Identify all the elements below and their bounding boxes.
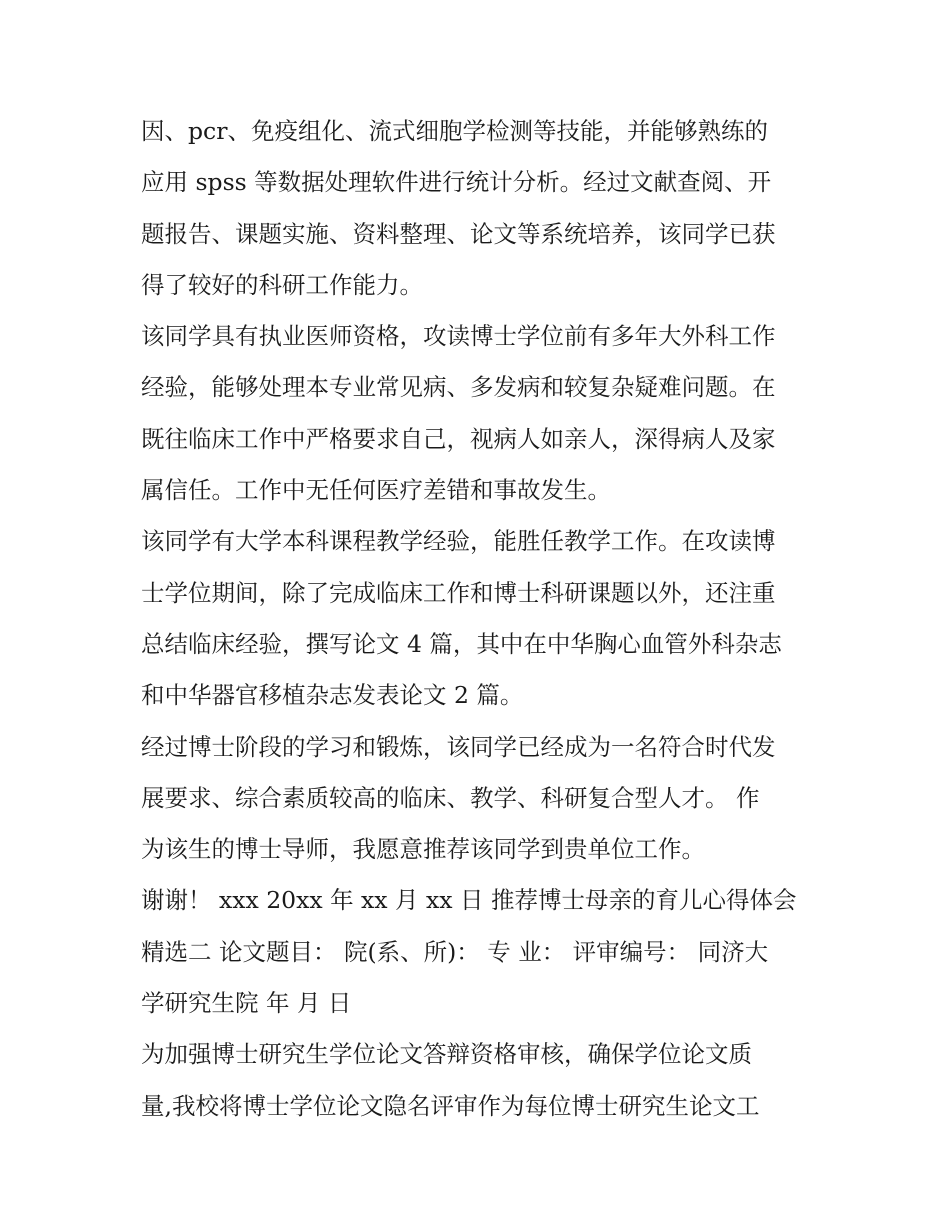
text-line: 经验，能够处理本专业常见病、多发病和较复杂疑难问题。在 — [141, 373, 776, 402]
text-line: 学研究生院 年 月 日 — [141, 989, 352, 1018]
text-line: 属信任。工作中无任何医疗差错和事故发生。 — [141, 476, 611, 505]
text-line: 为该生的博士导师，我愿意推荐该同学到贵单位工作。 — [141, 835, 705, 864]
text-line: 得了较好的科研工作能力。 — [141, 270, 423, 299]
text-line: 精选二 论文题目： 院(系、所)： 专 业： 评审编号： 同济大 — [141, 937, 769, 966]
text-line: 该同学具有执业医师资格，攻读博士学位前有多年大外科工作 — [141, 322, 776, 351]
text-line: 题报告、课题实施、资料整理、论文等系统培养，该同学已获 — [141, 219, 776, 248]
text-line: 量,我校将博士学位论文隐名评审作为每位博士研究生论文工 — [141, 1091, 760, 1120]
text-line: 谢谢！ xxx 20xx 年 xx 月 xx 日 推荐博士母亲的育儿心得体会 — [141, 886, 797, 915]
text-line: 和中华器官移植杂志发表论文 2 篇。 — [141, 681, 524, 710]
text-line: 既往临床工作中严格要求自己，视病人如亲人，深得病人及家 — [141, 424, 776, 453]
text-line: 该同学有大学本科课程教学经验，能胜任教学工作。在攻读博 — [141, 527, 776, 556]
text-line: 展要求、综合素质较高的临床、教学、科研复合型人才。 作 — [141, 783, 760, 812]
text-line: 因、pcr、免疫组化、流式细胞学检测等技能，并能够熟练的 — [141, 117, 768, 145]
document-body-text — [141, 106, 813, 1132]
text-line: 总结临床经验，撰写论文 4 篇，其中在中华胸心血管外科杂志 — [141, 629, 782, 658]
text-line: 经过博士阶段的学习和锻炼，该同学已经成为一名符合时代发 — [141, 732, 776, 761]
text-line: 士学位期间，除了完成临床工作和博士科研课题以外，还注重 — [141, 578, 776, 607]
text-line: 应用 spss 等数据处理软件进行统计分析。经过文献查阅、开 — [141, 168, 772, 197]
text-line: 为加强博士研究生学位论文答辩资格审核，确保学位论文质 — [141, 1040, 752, 1069]
